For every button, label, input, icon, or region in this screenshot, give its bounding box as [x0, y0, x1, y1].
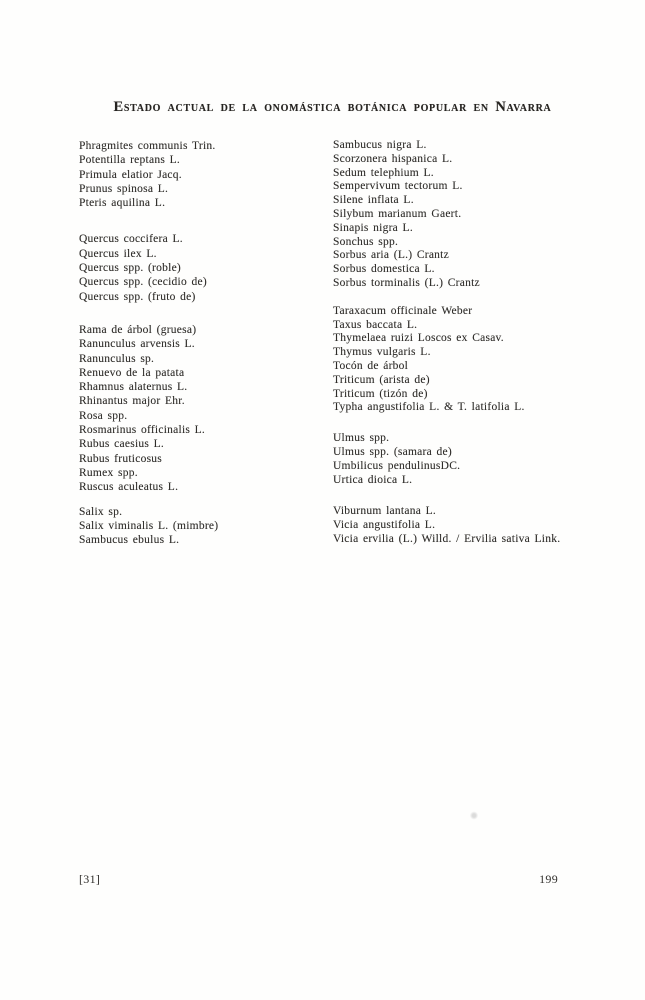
page-title: Estado actual de la onomástica botánica popular en Navarra: [113, 99, 552, 115]
species-entry: Pteris aquilina L.: [79, 197, 166, 210]
species-entry: Silybum marianum Gaert.: [333, 207, 462, 220]
species-block: [333, 505, 633, 546]
species-entry: Rubus caesius L.: [79, 438, 165, 451]
species-entry: Rhinantus major Ehr.: [79, 395, 185, 408]
species-entry: Silene inflata L.: [333, 194, 414, 207]
species-entry: Potentilla reptans L.: [79, 154, 180, 167]
species-entry: Taraxacum officinale Weber: [333, 304, 473, 317]
species-entry: Umbilicus pendulinusDC.: [333, 459, 461, 472]
species-entry: Typha angustifolia L. & T. latifolia L.: [333, 401, 525, 414]
species-entry: Viburnum lantana L.: [333, 505, 436, 518]
species-entry: Ranunculus arvensis L.: [79, 338, 195, 351]
species-block: [333, 305, 633, 415]
species-entry: Quercus ilex L.: [79, 247, 157, 260]
species-entry: Rosa spp.: [79, 409, 128, 422]
species-entry: Primula elatior Jacq.: [79, 168, 182, 181]
species-entry: Sambucus ebulus L.: [79, 534, 180, 547]
species-entry: Scorzonera hispanica L.: [333, 152, 453, 165]
species-block: [333, 139, 633, 291]
footer-signature-number: [31]: [79, 872, 101, 886]
species-entry: Urtica dioica L.: [333, 473, 413, 486]
species-entry: Rosmarinus officinalis L.: [79, 424, 206, 437]
species-entry: Sorbus torminalis (L.) Crantz: [333, 276, 480, 289]
species-entry: Vicia angustifolia L.: [333, 519, 436, 532]
species-entry: Prunus spinosa L.: [79, 182, 169, 195]
right-column: [333, 139, 633, 547]
species-entry: Sempervivum tectorum L.: [333, 180, 463, 193]
species-entry: Phragmites communis Trin.: [79, 140, 216, 152]
species-entry: Salix sp.: [79, 505, 123, 518]
species-entry: Sinapis nigra L.: [333, 221, 413, 234]
species-entry: Thymus vulgaris L.: [333, 346, 431, 359]
species-block: [333, 432, 633, 487]
species-entry: Triticum (arista de): [333, 373, 430, 386]
species-entry: Quercus spp. (roble): [79, 262, 182, 275]
species-entry: Ulmus spp. (samara de): [333, 445, 452, 458]
species-entry: Sorbus aria (L.) Crantz: [333, 249, 449, 262]
species-entry: Triticum (tizón de): [333, 387, 428, 400]
species-entry: Tocón de árbol: [333, 359, 409, 372]
species-entry: Quercus spp. (fruto de): [79, 290, 196, 303]
species-entry: Quercus coccifera L.: [79, 233, 183, 246]
species-entry: Ranunculus sp.: [79, 352, 155, 365]
species-entry: Sedum telephium L.: [333, 166, 434, 179]
species-entry: Quercus spp. (cecidio de): [79, 276, 207, 289]
species-entry: Salix viminalis L. (mimbre): [79, 519, 219, 532]
species-entry: Thymelaea ruizi Loscos ex Casav.: [333, 332, 504, 345]
species-entry: Sambucus nigra L.: [333, 139, 427, 151]
species-entry: Vicia ervilia (L.) Willd. / Ervilia sativa Link.: [333, 532, 561, 545]
species-entry: Ruscus aculeatus L.: [79, 481, 179, 494]
footer-page-number: 199: [539, 872, 558, 886]
species-entry: Sonchus spp.: [333, 235, 399, 248]
species-entry: Ulmus spp.: [333, 432, 390, 445]
species-entry: Rhamnus alaternus L.: [79, 381, 188, 394]
scan-speckle: [470, 811, 478, 820]
species-entry: Taxus baccata L.: [333, 318, 418, 331]
species-entry: Rubus fruticosus: [79, 452, 163, 465]
species-entry: Rumex spp.: [79, 466, 138, 479]
species-entry: Renuevo de la patata: [79, 366, 185, 379]
species-entry: Sorbus domestica L.: [333, 263, 435, 276]
species-entry: Rama de árbol (gruesa): [79, 323, 197, 336]
